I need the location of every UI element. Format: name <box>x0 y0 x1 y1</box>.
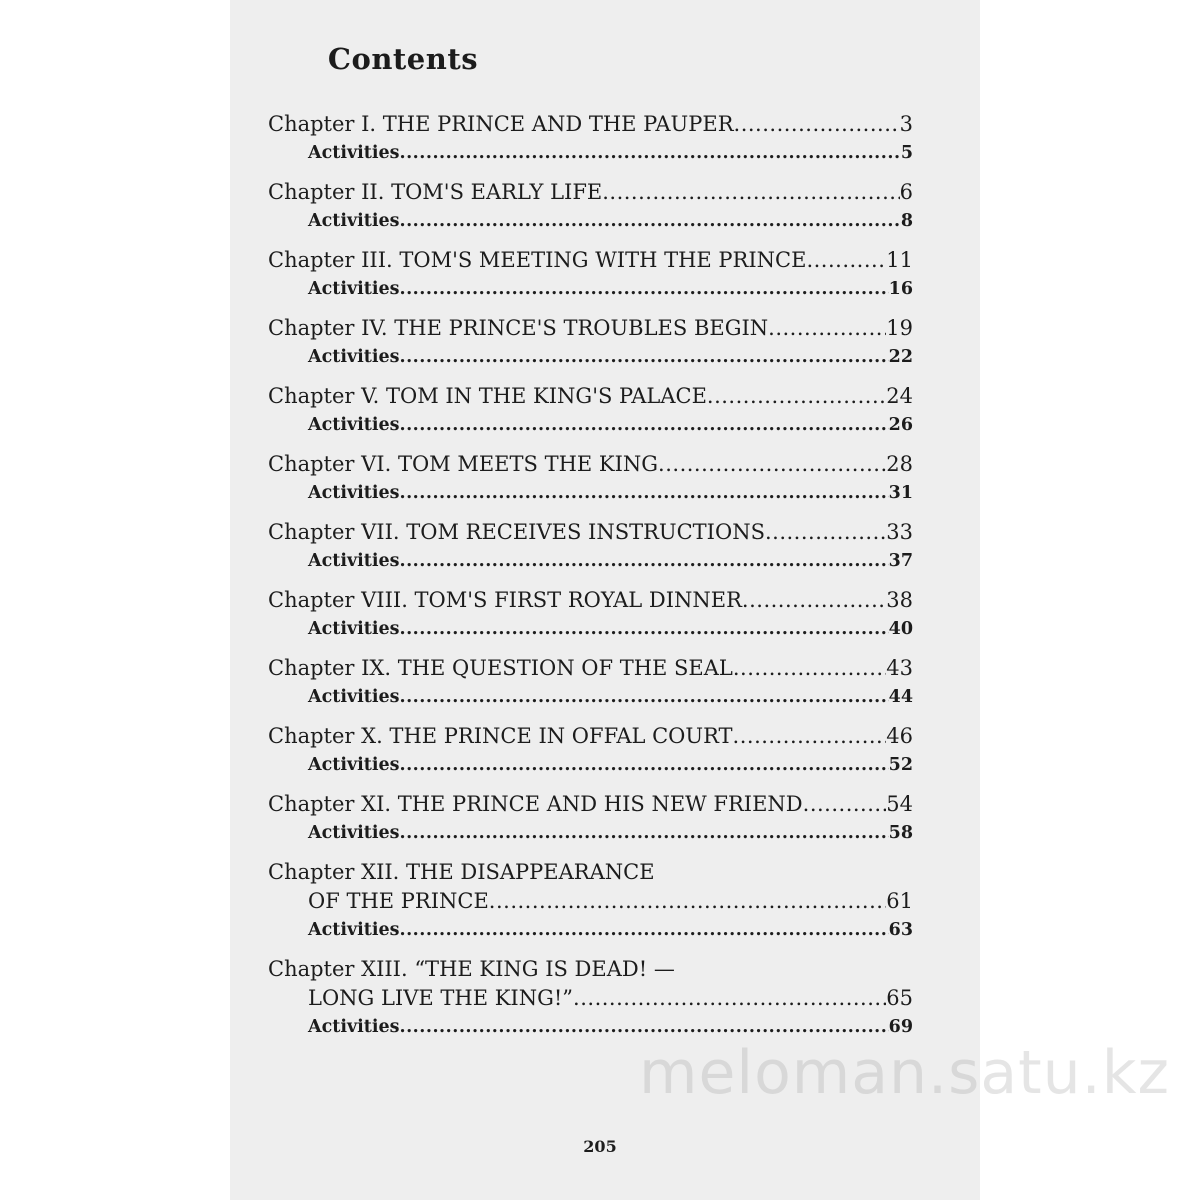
chapter-row <box>268 110 913 139</box>
chapter-row <box>268 858 913 887</box>
chapter-row <box>268 314 913 343</box>
activities-label: Activities <box>308 279 400 299</box>
chapter-row <box>268 654 913 683</box>
activities-row <box>268 411 913 439</box>
chapter-page: 43 <box>886 656 913 680</box>
dot-leader <box>707 382 886 411</box>
chapter-page: 46 <box>886 724 913 748</box>
dot-leader <box>658 450 886 479</box>
activities-page: 58 <box>888 823 913 843</box>
dot-leader <box>602 178 899 207</box>
dot-leader <box>734 110 900 139</box>
toc-entry <box>268 790 913 847</box>
toc-entry <box>268 450 913 507</box>
chapter-title: Chapter II. TOM'S EARLY LIFE <box>268 180 603 204</box>
dot-leader <box>400 819 889 847</box>
activities-page: 52 <box>888 755 913 775</box>
dot-leader <box>768 314 886 343</box>
activities-row <box>268 1013 913 1041</box>
chapter-title-continuation: LONG LIVE THE KING!” <box>308 986 574 1010</box>
chapter-row <box>268 450 913 479</box>
activities-page: 69 <box>888 1017 913 1037</box>
chapter-page: 65 <box>886 986 913 1010</box>
toc-entry <box>268 858 913 944</box>
activities-row <box>268 615 913 643</box>
toc-entry <box>268 178 913 235</box>
chapter-row <box>268 955 913 984</box>
activities-page: 8 <box>900 211 913 231</box>
chapter-page: 28 <box>886 452 913 476</box>
dot-leader <box>400 411 889 439</box>
chapter-row <box>268 382 913 411</box>
activities-row <box>268 916 913 944</box>
activities-page: 22 <box>888 347 913 367</box>
chapter-title: Chapter VIII. TOM'S FIRST ROYAL DINNER <box>268 588 742 612</box>
activities-row <box>268 547 913 575</box>
activities-row <box>268 683 913 711</box>
chapter-title-continuation: OF THE PRINCE <box>308 889 489 913</box>
chapter-title: Chapter VII. TOM RECEIVES INSTRUCTIONS <box>268 520 765 544</box>
dot-leader <box>733 722 887 751</box>
chapter-page: 11 <box>886 248 913 272</box>
chapter-page: 38 <box>886 588 913 612</box>
activities-label: Activities <box>308 211 400 231</box>
activities-label: Activities <box>308 920 400 940</box>
chapter-page: 33 <box>886 520 913 544</box>
toc-entry <box>268 110 913 167</box>
activities-page: 16 <box>888 279 913 299</box>
dot-leader <box>400 751 889 779</box>
activities-page: 31 <box>888 483 913 503</box>
dot-leader <box>400 683 889 711</box>
activities-label: Activities <box>308 1017 400 1037</box>
activities-page: 26 <box>888 415 913 435</box>
dot-leader <box>765 518 886 547</box>
contents-title: Contents <box>327 42 479 76</box>
dot-leader <box>742 586 886 615</box>
activities-row <box>268 207 913 235</box>
chapter-row <box>268 586 913 615</box>
dot-leader <box>400 275 889 303</box>
chapter-title: Chapter I. THE PRINCE AND THE PAUPER <box>268 112 734 136</box>
activities-label: Activities <box>308 551 400 571</box>
chapter-title: Chapter IV. THE PRINCE'S TROUBLES BEGIN <box>268 316 769 340</box>
page-number: 205 <box>583 1137 617 1156</box>
toc-entry <box>268 722 913 779</box>
chapter-row <box>268 790 913 819</box>
dot-leader <box>400 547 889 575</box>
chapter-page: 6 <box>899 180 913 204</box>
chapter-page: 61 <box>886 889 913 913</box>
dot-leader <box>733 654 886 683</box>
activities-row <box>268 479 913 507</box>
chapter-continuation-row <box>268 984 913 1013</box>
activities-label: Activities <box>308 687 400 707</box>
chapter-title: Chapter XII. THE DISAPPEARANCE <box>268 860 655 884</box>
toc-entry <box>268 955 913 1041</box>
dot-leader <box>400 615 889 643</box>
chapter-title: Chapter V. TOM IN THE KING'S PALACE <box>268 384 707 408</box>
dot-leader <box>806 246 886 275</box>
chapter-title: Chapter III. TOM'S MEETING WITH THE PRINCE <box>268 248 807 272</box>
chapter-row <box>268 722 913 751</box>
chapter-row <box>268 518 913 547</box>
chapter-page: 19 <box>886 316 913 340</box>
chapter-page: 3 <box>899 112 913 136</box>
dot-leader <box>400 916 889 944</box>
activities-label: Activities <box>308 619 400 639</box>
activities-label: Activities <box>308 347 400 367</box>
chapter-title: Chapter XI. THE PRINCE AND HIS NEW FRIEND <box>268 792 803 816</box>
dot-leader <box>400 139 901 167</box>
chapter-row <box>268 178 913 207</box>
chapter-title: Chapter X. THE PRINCE IN OFFAL COURT <box>268 724 733 748</box>
activities-page: 40 <box>888 619 913 639</box>
dot-leader <box>400 1013 889 1041</box>
toc-entry <box>268 246 913 303</box>
toc-entry <box>268 314 913 371</box>
dot-leader <box>803 790 887 819</box>
toc-entry <box>268 382 913 439</box>
toc-entry <box>268 654 913 711</box>
chapter-title: Chapter IX. THE QUESTION OF THE SEAL <box>268 656 733 680</box>
activities-page: 44 <box>888 687 913 707</box>
activities-row <box>268 275 913 303</box>
chapter-page: 24 <box>886 384 913 408</box>
activities-row <box>268 139 913 167</box>
watermark: meloman.satu.kz <box>639 1038 1170 1108</box>
activities-label: Activities <box>308 755 400 775</box>
activities-label: Activities <box>308 483 400 503</box>
chapter-row <box>268 246 913 275</box>
activities-page: 37 <box>888 551 913 571</box>
activities-row <box>268 819 913 847</box>
dot-leader <box>400 479 889 507</box>
chapter-page: 54 <box>886 792 913 816</box>
chapter-continuation-row <box>268 887 913 916</box>
toc-entry <box>268 586 913 643</box>
activities-label: Activities <box>308 143 400 163</box>
table-of-contents <box>268 110 913 1052</box>
activities-label: Activities <box>308 415 400 435</box>
activities-page: 63 <box>888 920 913 940</box>
dot-leader <box>400 343 889 371</box>
activities-label: Activities <box>308 823 400 843</box>
toc-entry <box>268 518 913 575</box>
dot-leader <box>400 207 901 235</box>
chapter-title: Chapter XIII. “THE KING IS DEAD! — <box>268 957 675 981</box>
activities-page: 5 <box>900 143 913 163</box>
dot-leader <box>573 984 886 1013</box>
activities-row <box>268 751 913 779</box>
chapter-title: Chapter VI. TOM MEETS THE KING <box>268 452 659 476</box>
activities-row <box>268 343 913 371</box>
dot-leader <box>489 887 886 916</box>
